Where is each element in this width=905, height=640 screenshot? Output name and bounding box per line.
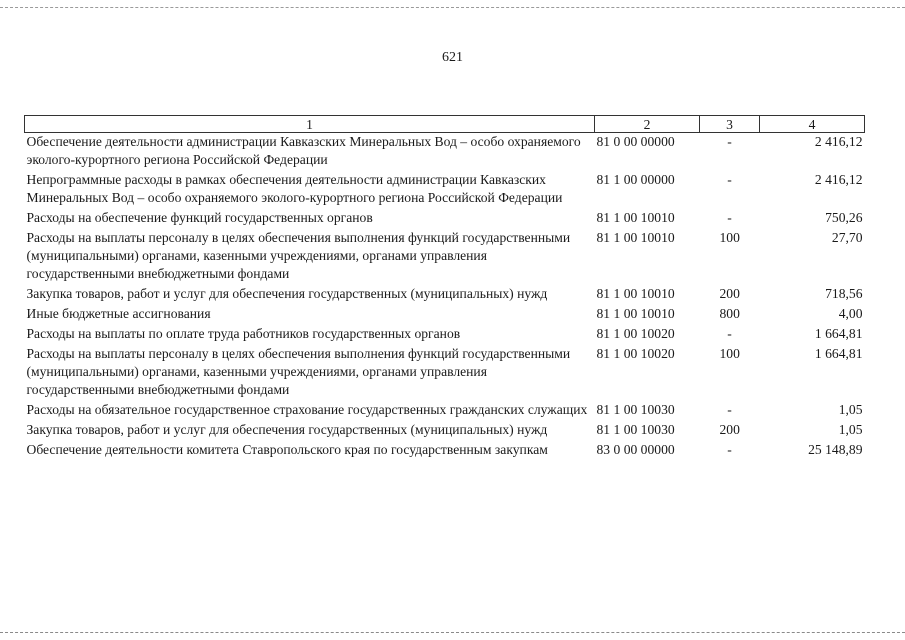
table-row: [25, 325, 865, 345]
row-code: 81 1 00 10020: [596, 346, 675, 361]
row-code: 81 1 00 10010: [596, 230, 675, 245]
row-amount: 2 416,12: [814, 172, 863, 187]
row-code: 81 1 00 00000: [596, 172, 675, 187]
row-name: Иные бюджетные ассигнования: [26, 306, 211, 321]
row-amount: 1 664,81: [814, 346, 863, 361]
row-amount: 27,70: [831, 230, 863, 245]
row-expense-type: -: [727, 172, 732, 187]
column-header-4: 4: [760, 116, 865, 133]
row-code: 81 1 00 10010: [596, 210, 675, 225]
row-amount: 1,05: [838, 422, 863, 437]
row-expense-type: 100: [719, 346, 740, 361]
column-header-3: 3: [700, 116, 760, 133]
column-header-2: 2: [595, 116, 700, 133]
table-row: [25, 229, 865, 285]
row-expense-type: 800: [719, 306, 740, 321]
row-expense-type: 200: [719, 422, 740, 437]
row-name: Обеспечение деятельности администрации Кавказских Минеральных Вод – особо охраняемого эколого-курортного региона Российской Федерации: [26, 134, 581, 167]
table-row: [25, 401, 865, 421]
row-expense-type: -: [727, 210, 732, 225]
scan-edge-bottom: [0, 632, 905, 633]
row-code: 81 1 00 10030: [596, 402, 675, 417]
table-header-row: [25, 116, 865, 133]
row-code: 81 1 00 10010: [596, 306, 675, 321]
row-amount: 750,26: [825, 210, 863, 225]
page-number: 621: [442, 50, 463, 65]
row-amount: 1 664,81: [814, 326, 863, 341]
row-name: Закупка товаров, работ и услуг для обеспечения государственных (муниципальных) нужд: [26, 422, 548, 437]
row-name: Закупка товаров, работ и услуг для обеспечения государственных (муниципальных) нужд: [26, 286, 548, 301]
row-name: Расходы на обязательное государственное страхование государственных гражданских служащих: [26, 402, 588, 417]
row-name: Расходы на выплаты по оплате труда работников государственных органов: [26, 326, 461, 341]
row-expense-type: -: [727, 402, 732, 417]
row-expense-type: 200: [719, 286, 740, 301]
table-row: [25, 133, 865, 172]
row-name: Расходы на выплаты персоналу в целях обеспечения выполнения функций государственными (муниципальными) органами, казенными учреждениями, органами управления государственными внебюджетными фондами: [26, 346, 571, 397]
column-header-1: 1: [25, 116, 595, 133]
table-row: [25, 305, 865, 325]
row-code: 83 0 00 00000: [596, 442, 675, 457]
row-amount: 718,56: [825, 286, 863, 301]
row-code: 81 0 00 00000: [596, 134, 675, 149]
row-code: 81 1 00 10030: [596, 422, 675, 437]
scan-edge-top: [0, 7, 905, 8]
row-amount: 4,00: [838, 306, 863, 321]
row-expense-type: -: [727, 134, 732, 149]
row-expense-type: -: [727, 326, 732, 341]
row-expense-type: 100: [719, 230, 740, 245]
table-row: [25, 285, 865, 305]
table-row: [25, 441, 865, 461]
budget-table: [24, 115, 865, 461]
row-name: Непрограммные расходы в рамках обеспечения деятельности администрации Кавказских Минеральных Вод – особо охраняемого эколого-курортного региона Российской Федерации: [26, 172, 563, 205]
table-row: [25, 421, 865, 441]
row-code: 81 1 00 10020: [596, 326, 675, 341]
row-expense-type: -: [727, 442, 732, 457]
row-code: 81 1 00 10010: [596, 286, 675, 301]
row-amount: 2 416,12: [814, 134, 863, 149]
table-row: [25, 209, 865, 229]
row-name: Обеспечение деятельности комитета Ставропольского края по государственным закупкам: [26, 442, 548, 457]
row-name: Расходы на обеспечение функций государственных органов: [26, 210, 373, 225]
table-row: [25, 345, 865, 401]
row-name: Расходы на выплаты персоналу в целях обеспечения выполнения функций государственными (муниципальными) органами, казенными учреждениями, органами управления государственными внебюджетными фондами: [26, 230, 571, 281]
table-row: [25, 171, 865, 209]
table-body: [25, 133, 865, 462]
row-amount: 25 148,89: [808, 442, 863, 457]
row-amount: 1,05: [838, 402, 863, 417]
